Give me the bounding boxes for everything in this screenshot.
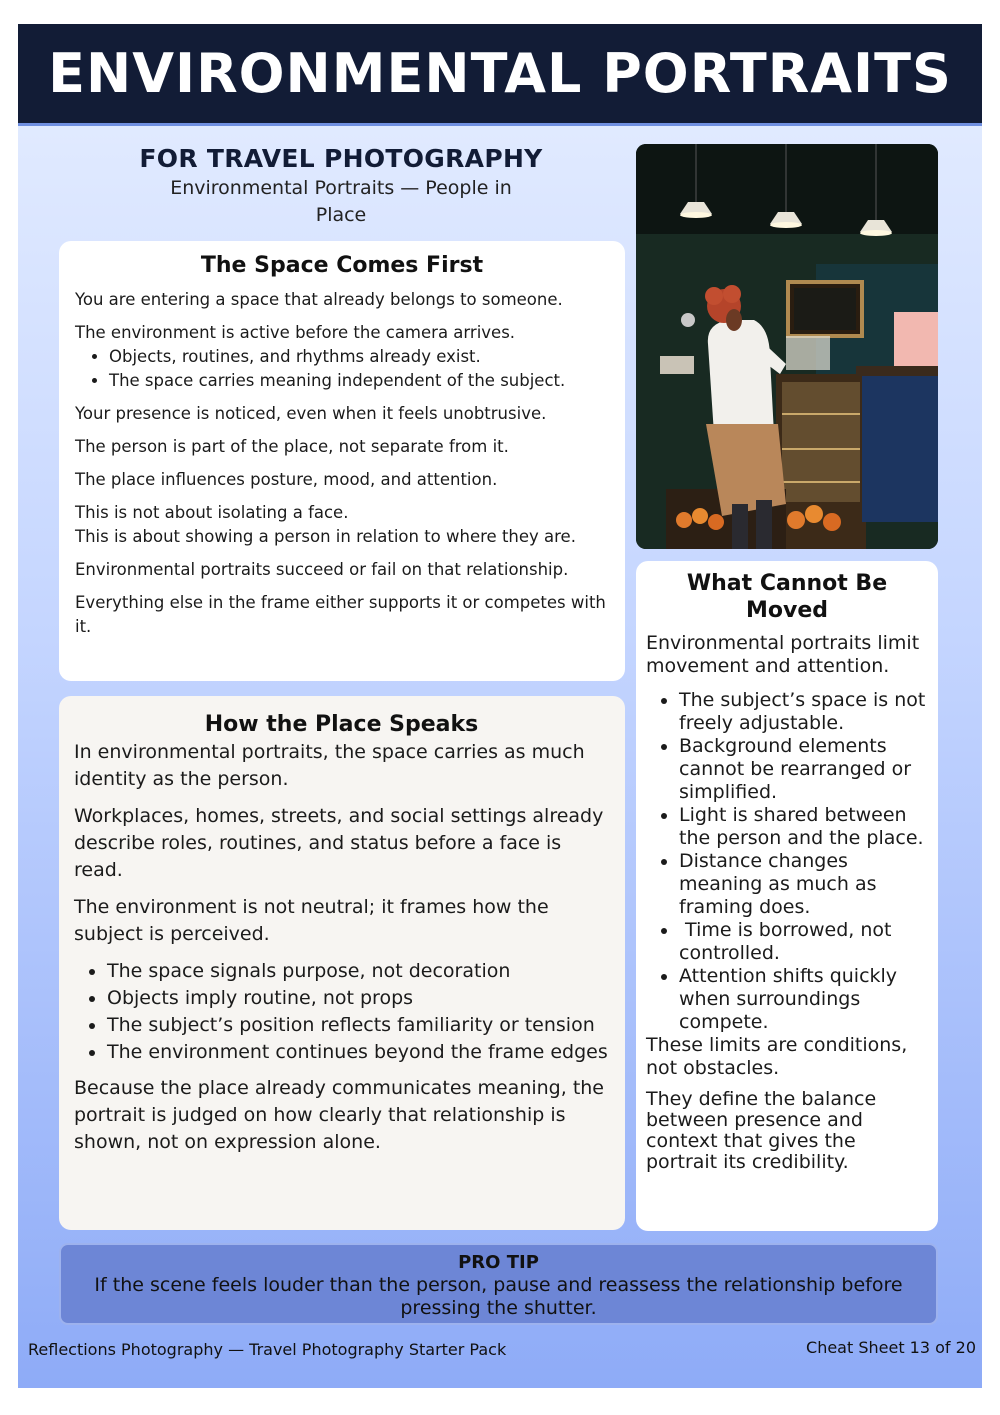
- subheading-block: [58, 144, 624, 229]
- pro-tip-box: [59, 1243, 938, 1325]
- place-card-heading: How the Place Speaks: [204, 712, 479, 737]
- pro-tip-title: PRO TIP: [458, 1252, 539, 1273]
- moved-card-bullet: • The subject’s space is not freely adjustable.: [679, 689, 928, 735]
- footer-page-count: Cheat Sheet 13 of 20: [806, 1338, 976, 1357]
- space-card-paragraph: The person is part of the place, not separate from it.: [75, 437, 509, 456]
- place-card-paragraph: Workplaces, homes, streets, and social settings already describe roles, routines, and status before a face is read.: [74, 805, 604, 881]
- moved-card-bullet: • Distance changes meaning as much as framing does.: [679, 850, 928, 919]
- space-card-heading: The Space Comes First: [200, 253, 484, 278]
- space-card-paragraph: Your presence is noticed, even when it feels unobtrusive.: [75, 404, 547, 423]
- space-card-paragraph: This is about showing a person in relation to where they are.: [75, 527, 576, 546]
- moved-card-paragraph: They define the balance between presence and context that gives the portrait its credibility.: [646, 1088, 877, 1173]
- space-card-bullet: • Objects, routines, and rhythms already exist.: [109, 345, 609, 369]
- moved-card-bullet: • Time is borrowed, not controlled.: [679, 919, 928, 965]
- moved-card-bullet: • Background elements cannot be rearranged or simplified.: [679, 735, 928, 804]
- cheat-sheet-page: [18, 24, 982, 1388]
- moved-card-heading: What Cannot Be Moved: [686, 571, 888, 623]
- place-card-bullet-list: [107, 958, 609, 1066]
- space-card-paragraph: This is not about isolating a face.: [75, 503, 349, 522]
- place-card-paragraph: The environment is not neutral; it frames how the subject is perceived.: [74, 896, 549, 945]
- subheading-title: FOR TRAVEL PHOTOGRAPHY: [139, 144, 543, 173]
- space-comes-first-card: [59, 241, 625, 681]
- space-card-bullet-list: [109, 345, 609, 393]
- place-card-bullet: • The subject’s position reflects familiarity or tension: [107, 1012, 609, 1039]
- what-cannot-be-moved-card: [636, 561, 938, 1231]
- title-banner: [18, 24, 982, 126]
- cafe-barista-photo-art: [636, 144, 938, 549]
- cafe-barista-photo: [636, 144, 938, 549]
- space-card-paragraph: The environment is active before the camera arrives.: [75, 323, 516, 342]
- space-card-paragraph: Everything else in the frame either supports it or competes with it.: [75, 593, 606, 636]
- place-card-bullet: • The space signals purpose, not decoration: [107, 958, 609, 985]
- moved-card-paragraph: These limits are conditions, not obstacles.: [646, 1034, 908, 1079]
- moved-card-bullet: • Light is shared between the person and the place.: [679, 804, 928, 850]
- moved-card-bullet-list: [679, 689, 928, 1034]
- space-card-bullet: • The space carries meaning independent of the subject.: [109, 369, 609, 393]
- place-card-bullet: • The environment continues beyond the frame edges: [107, 1039, 609, 1066]
- moved-card-intro: Environmental portraits limit movement and attention.: [646, 632, 920, 677]
- footer-publisher: Reflections Photography — Travel Photography Starter Pack: [28, 1340, 507, 1359]
- place-card-bullet: • Objects imply routine, not props: [107, 985, 609, 1012]
- page-title: ENVIRONMENTAL PORTRAITS: [48, 42, 952, 105]
- space-card-paragraph: The place influences posture, mood, and attention.: [75, 470, 498, 489]
- subheading-caption: Environmental Portraits — People in Place: [170, 177, 512, 226]
- place-card-paragraph: In environmental portraits, the space carries as much identity as the person.: [74, 741, 585, 790]
- space-card-paragraph: Environmental portraits succeed or fail on that relationship.: [75, 560, 569, 579]
- moved-card-bullet: • Attention shifts quickly when surroundings compete.: [679, 965, 928, 1034]
- pro-tip-text: If the scene feels louder than the person, pause and reassess the relationship before pressing the shutter.: [94, 1274, 903, 1319]
- how-the-place-speaks-card: [59, 696, 625, 1230]
- place-card-paragraph: Because the place already communicates meaning, the portrait is judged on how clearly that relationship is shown, not on expression alone.: [74, 1077, 604, 1153]
- space-card-paragraph: You are entering a space that already belongs to someone.: [75, 290, 563, 309]
